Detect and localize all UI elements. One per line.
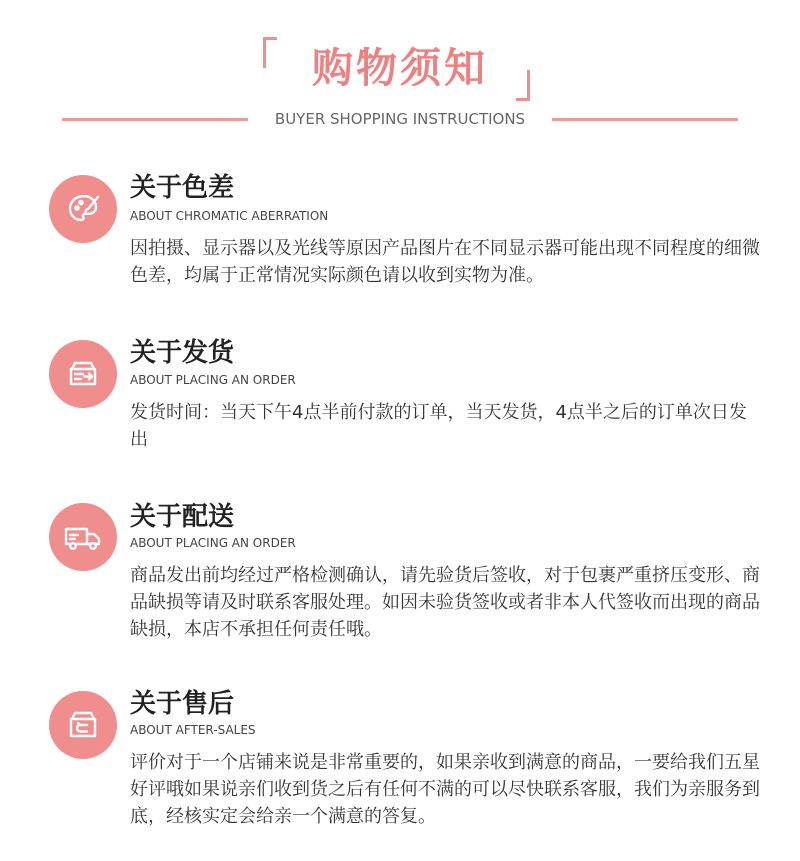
return-box-icon bbox=[49, 691, 117, 759]
section-body: 评价对于一个店铺来说是非常重要的，如果亲收到满意的商品，一要给我们五星好评哦如果说亲们收到货之后有任何不满的可以尽快联系客服，我们为亲服务到底，经核实定会给亲一个满意的答复。 bbox=[130, 752, 760, 827]
section-subtitle: ABOUT CHROMATIC ABERRATION bbox=[130, 209, 329, 223]
section-body: 商品发出前均经过严格检测确认，请先验货后签收，对于包裹严重挤压变形、商品缺损等请及时联系客服处理。如因未验货签收或者非本人代签收而出现的商品缺损，本店不承担任何责任哦。 bbox=[130, 565, 760, 640]
section-body: 因拍摄、显示器以及光线等原因产品图片在不同显示器可能出现不同程度的细微色差，均属于正常情况实际颜色请以收到实物为准。 bbox=[130, 238, 760, 286]
section-subtitle: ABOUT AFTER-SALES bbox=[130, 723, 256, 737]
bracket-bottom-right bbox=[516, 70, 530, 101]
section-subtitle: ABOUT PLACING AN ORDER bbox=[130, 536, 296, 550]
header bbox=[0, 0, 800, 150]
shipping-box-icon bbox=[49, 340, 117, 408]
section-body: 发货时间：当天下午4点半前付款的订单，当天发货，4点半之后的订单次日发出 bbox=[130, 402, 747, 450]
page-subtitle: BUYER SHOPPING INSTRUCTIONS bbox=[274, 110, 526, 128]
section-title: 关于色差 bbox=[130, 173, 235, 203]
divider-right bbox=[552, 118, 738, 121]
section-subtitle: ABOUT PLACING AN ORDER bbox=[130, 373, 296, 387]
page-title: 购物须知 bbox=[312, 44, 488, 92]
section-title: 关于售后 bbox=[130, 689, 235, 719]
section-title: 关于配送 bbox=[130, 502, 235, 532]
delivery-truck-icon bbox=[49, 503, 117, 571]
palette-icon bbox=[49, 175, 117, 243]
section-title: 关于发货 bbox=[130, 338, 235, 368]
